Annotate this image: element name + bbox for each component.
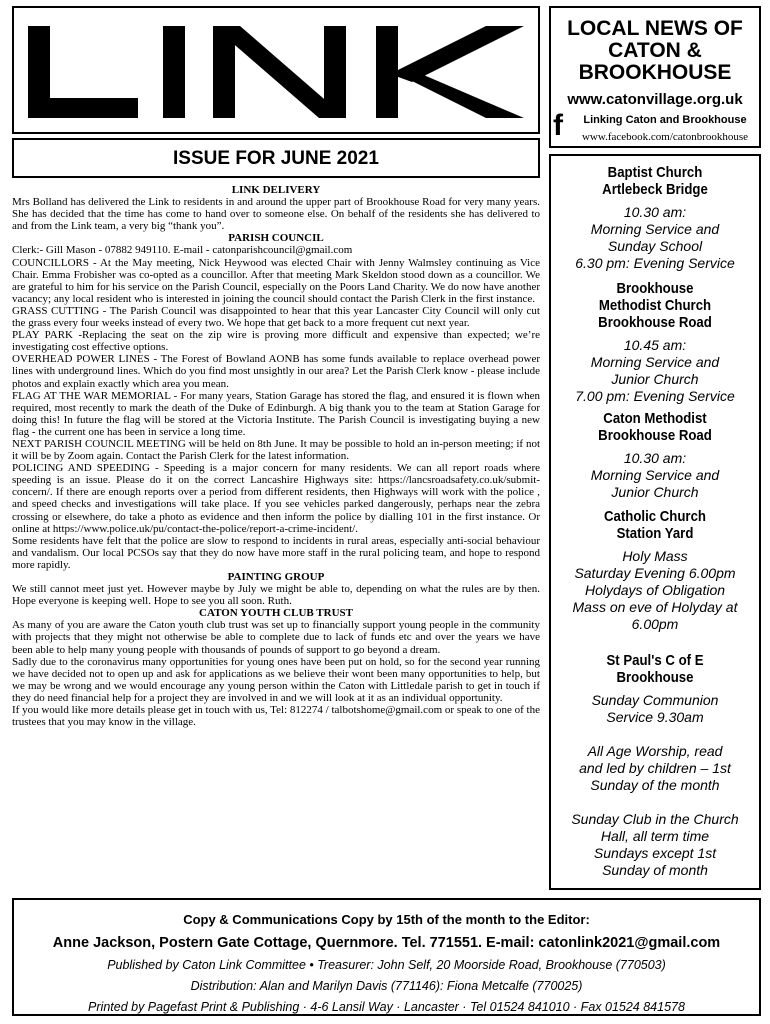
grass-cutting-paragraph: GRASS CUTTING - The Parish Council was disappointed to hear that this year Lancaster City Council will only cut the grass every four weeks instead of every two. We hope that get back to a more frequent cut next year. [12, 304, 540, 330]
facebook-url[interactable]: www.facebook.com/catonbrookhouse [581, 131, 749, 143]
church-caton-methodist: Caton Methodist Brookhouse Road 10.30 am: Morning Service and Junior Church [590, 410, 720, 500]
youth-club-paragraph-3: If you would like more details please get in touch with us, Tel: 812274 / talbotshome@gmail.com or speak to one of the trustees that you may know in the village. [12, 704, 540, 729]
church-st-pauls: St Paul's C of E Brookhouse Sunday Communion Service 9.30am All Age Worship, read and led by children – 1st Sunday of the month Sunday Club in the Church Hall, all term time Sundays except 1st Sunday of month [571, 652, 739, 878]
painting-group-paragraph: We still cannot meet just yet. However maybe by July we might be able to, depending on what the rules are by then. Hope everyone is keeping well. Hope to see you all soon. Ruth. [12, 583, 540, 608]
website-link[interactable]: www.catonvillage.org.uk [567, 91, 743, 108]
local-news-box [549, 6, 761, 148]
link-delivery-text: Mrs Bolland has delivered the Link to residents in and around the upper part of Brookhouse Road for very many years. She has decided that the time has come to hand over to someone else. On behalf of the residents she has delivered to and from the Link team, a very big “thank you”. [12, 196, 540, 233]
publisher-line: Published by Caton Link Committee • Treasurer: John Self, 20 Moorside Road, Brookhouse (770503) [107, 958, 666, 972]
play-park-paragraph: PLAY PARK -Replacing the seat on the zip wire is proving more difficult and expensive than expected; we’re investigating cost effective options. [12, 329, 540, 354]
youth-club-heading: CATON YOUTH CLUB TRUST [199, 607, 353, 620]
councillors-paragraph: COUNCILLORS - At the May meeting, Nick Heywood was elected Chair with Jenny Walmsley continuing as Vice Chair. Emma Frobisher was co-opted as a councillor. After that meeting Mark Skeldon stood down as a councillor. We are grateful to him for his service on the Parish Council, especially on the Poors Land Charity. We do now have another vacancy; any local resident who is interested in joining the council should contact the Parish Clerk in the first instance. [12, 256, 540, 305]
church-brookhouse-methodist: Brookhouse Methodist Church Brookhouse Road 10.45 am: Morning Service and Junior Church 7.00 pm: Evening Service [575, 280, 735, 404]
flag-paragraph: FLAG AT THE WAR MEMORIAL - For many years, Station Garage has stored the flag, and ensured it is flown when required, most recently to mark the death of the Duke of Edinburgh. A big thank you to the team at Station Garage for doing this! In future the flag will be stored at the Victoria Institute. The Parish Council is investigating buying a new flag - the current one has been in service a long time. [12, 389, 540, 438]
rural-policing-paragraph: Some residents have felt that the police are slow to respond to incidents in rural areas, especially anti-social behaviour and vandalism. Our local PCSOs say that they do now have more staff in the rural policing team, and hope to respond more rapidly. [12, 534, 540, 571]
issue-title-box [12, 138, 540, 178]
facebook-label: Linking Caton and Brookhouse [583, 114, 747, 126]
parish-council-heading: PARISH COUNCIL [228, 232, 324, 245]
church-services-box [549, 154, 761, 890]
power-lines-paragraph: OVERHEAD POWER LINES - The Forest of Bowland AONB has some funds available to replace overhead power lines with underground lines. Which do you find most unsightly in our area? Let the Parish Clerk know - please include photos and explain exactly which area you mean. [12, 353, 540, 390]
next-meeting-paragraph: NEXT PARISH COUNCIL MEETING will be held on 8th June. It may be possible to hold an in-person meeting; if not it will be by Zoom again. Contact the Parish Clerk for the latest information. [12, 437, 540, 463]
church-baptist: Baptist Church Artlebeck Bridge 10.30 am: Morning Service and Sunday School 6.30 pm: Evening Service [575, 164, 735, 271]
church-catholic: Catholic Church Station Yard Holy Mass Saturday Evening 6.00pm Holydays of Obligation Mass on eve of Holyday at 6.00pm [572, 508, 738, 632]
link-delivery-heading: LINK DELIVERY [231, 184, 321, 196]
printer-line: Printed by Pagefast Print & Publishing · 4-6 Lansil Way · Lancaster · Tel 01524 841010 · Fax 01524 841578 [88, 1000, 685, 1014]
painting-group-heading: PAINTING GROUP [227, 571, 325, 583]
youth-club-paragraph-2: Sadly due to the coronavirus many opportunities for young ones have been put on hold, so for the second year running we have decided not to open up and ask for applications as we believe their wont been many opportunities to help, but we may be wrong and we would encourage any young person within the Caton with Littledale parish to get in touch if they do need financial help for a project they are involved in and we will look at it as an individual opportunity. [12, 655, 540, 704]
editor-contact: Anne Jackson, Postern Gate Cottage, Quernmore. Tel. 771551. E-mail: catonlink2021@gmail.com [52, 935, 721, 951]
parish-clerk: Clerk:- Gill Mason - 07882 949110. E-mail - catonparishcouncil@gmail.com [12, 244, 353, 257]
footer-box [12, 898, 761, 1016]
facebook-icon: f [553, 109, 563, 142]
policing-paragraph: POLICING AND SPEEDING - Speeding is a major concern for many residents. We can all report roads where speeding is an issue. Please do it on the correct Lancashire Highways site: https://lancsroadsafety.co.uk/submit-concern/. If there are enough reports over a period from different residents, then Highways will work with the police , and speed checks and investigations will take place. If you see vehicles parked dangerously, perhaps near the zebra crossing or elsewhere, do take a photo as evidence and then inform the police by dialling 101 in the first instance. Or online at https://www.police.uk/pu/contact-the-police/report-a-crime-incident/. [12, 462, 540, 535]
masthead [12, 6, 540, 134]
local-news-title: LOCAL NEWS OF CATON & BROOKHOUSE [567, 17, 743, 84]
copy-deadline: Copy & Communications Copy by 15th of the month to the Editor: [183, 912, 590, 927]
distribution-line: Distribution: Alan and Marilyn Davis (771146): Fiona Metcalfe (770025) [190, 979, 583, 993]
facebook-row[interactable] [551, 111, 759, 147]
link-logo [28, 26, 524, 118]
issue-title: ISSUE FOR JUNE 2021 [173, 148, 379, 169]
youth-club-paragraph-1: As many of you are aware the Caton youth club trust was set up to financially support young people in the community with projects that they might not otherwise be able to complete due to lack of funds etc and over the years we have been able to help many young people with thousands of pounds of support to go beyond a dream. [12, 619, 540, 656]
main-articles [12, 184, 540, 728]
